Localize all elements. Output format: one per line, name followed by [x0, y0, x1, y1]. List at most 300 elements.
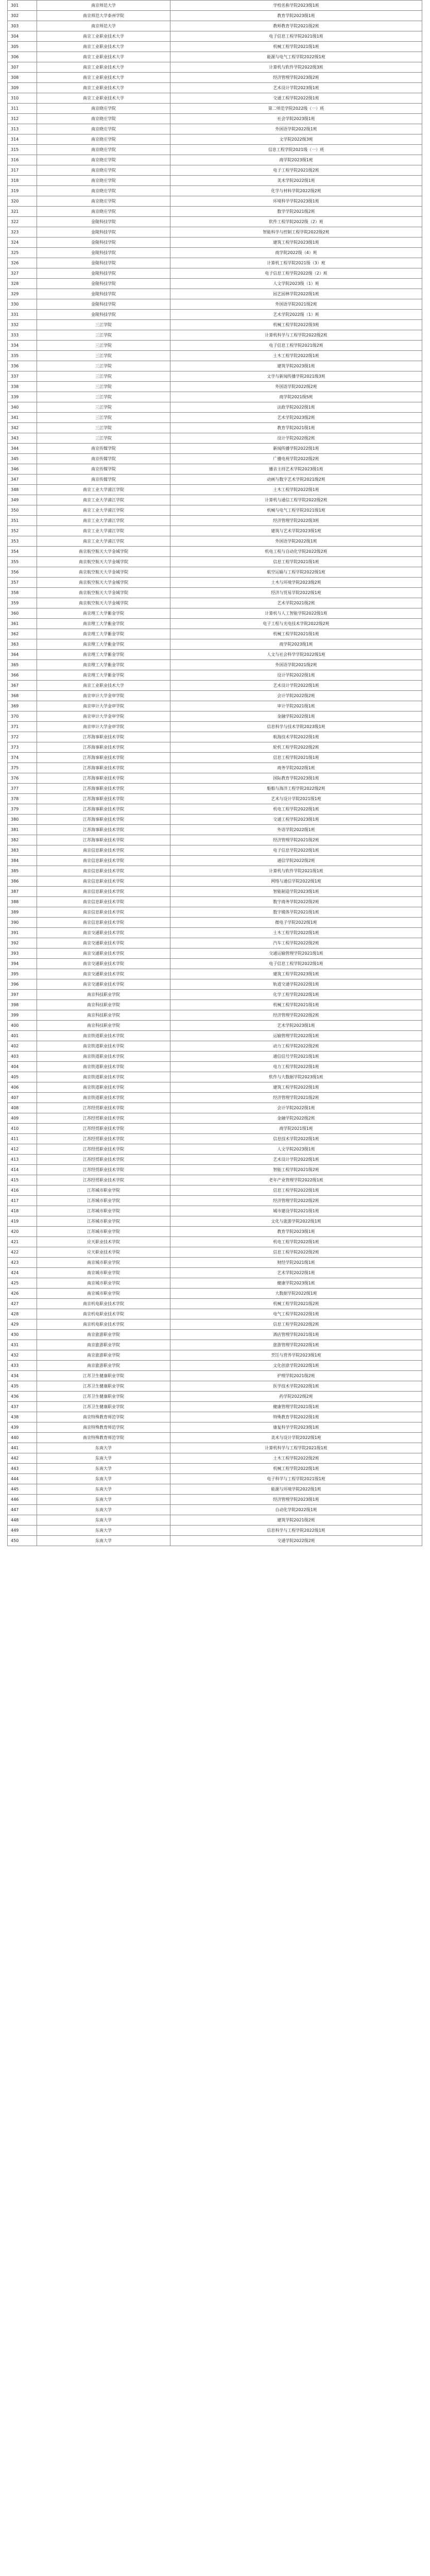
- table-row: [8, 825, 422, 835]
- school-name-cell: 三江学院: [37, 371, 170, 382]
- class-name-cell: 酒店管理学院2021级1班: [170, 1330, 422, 1340]
- class-name-cell: 信息工程学院2022级1班: [170, 1185, 422, 1196]
- table-row: [8, 1196, 422, 1206]
- table-row: [8, 11, 422, 21]
- row-number-cell: 305: [8, 42, 37, 52]
- row-number-cell: 360: [8, 608, 37, 619]
- row-number-cell: 390: [8, 918, 37, 928]
- row-number-cell: 320: [8, 196, 37, 207]
- table-row: [8, 815, 422, 825]
- table-row: [8, 1392, 422, 1402]
- class-name-cell: 商学院2021级1班: [170, 1124, 422, 1134]
- school-name-cell: 南京铁道职业技术学院: [37, 1093, 170, 1103]
- class-name-cell: 信息科学与技术学院2023级1班: [170, 722, 422, 732]
- table-row: [8, 907, 422, 918]
- table-row: [8, 310, 422, 320]
- table-row: [8, 1371, 422, 1381]
- school-name-cell: 南京铁道职业技术学院: [37, 1072, 170, 1082]
- table-row: [8, 1350, 422, 1361]
- class-name-cell: 特殊教育学院2022级1班: [170, 1412, 422, 1422]
- school-name-cell: 南京工业职业技术大学: [37, 42, 170, 52]
- class-name-cell: 计算机与人工智能学院2022级1班: [170, 608, 422, 619]
- class-name-cell: 医学技术学院2022级1班: [170, 1381, 422, 1392]
- school-name-cell: 南京传媒学院: [37, 464, 170, 474]
- class-name-cell: 电气工程学院2022级1班: [170, 1309, 422, 1319]
- table-row: [8, 856, 422, 866]
- school-name-cell: 南京信息职业技术学院: [37, 845, 170, 856]
- row-number-cell: 375: [8, 763, 37, 773]
- class-name-cell: 动力工程学院2022级2班: [170, 1041, 422, 1052]
- class-name-cell: 艺术设计学院2022级1班: [170, 681, 422, 691]
- class-name-cell: 经济管理学院2021级2班: [170, 835, 422, 845]
- class-name-cell: 健康管理学院2021级1班: [170, 1402, 422, 1412]
- school-name-cell: 南京审计大学金审学院: [37, 691, 170, 701]
- class-name-cell: 建筑工程学院2023级1班: [170, 238, 422, 248]
- class-name-cell: 播音主持艺术学院2023级1班: [170, 464, 422, 474]
- school-name-cell: 东南大学: [37, 1464, 170, 1474]
- table-row: [8, 93, 422, 104]
- table-row: [8, 1062, 422, 1072]
- row-number-cell: 343: [8, 433, 37, 444]
- table-row: [8, 1134, 422, 1144]
- table-row: [8, 485, 422, 495]
- school-name-cell: 南京传媒学院: [37, 454, 170, 464]
- class-name-cell: 运输管理学院2022级1班: [170, 1031, 422, 1041]
- row-number-cell: 378: [8, 794, 37, 804]
- row-number-cell: 399: [8, 1010, 37, 1021]
- class-name-cell: 外语学院2022级1班: [170, 825, 422, 835]
- row-number-cell: 384: [8, 856, 37, 866]
- table-row: [8, 1175, 422, 1185]
- school-name-cell: 南京信息职业技术学院: [37, 876, 170, 887]
- school-name-cell: 南京晓庄学院: [37, 186, 170, 196]
- school-name-cell: 江苏卫生健康职业学院: [37, 1371, 170, 1381]
- row-number-cell: 427: [8, 1299, 37, 1309]
- school-name-cell: 应天职业技术学院: [37, 1247, 170, 1258]
- school-name-cell: 南京航空航天大学金城学院: [37, 547, 170, 557]
- row-number-cell: 356: [8, 567, 37, 578]
- row-number-cell: 403: [8, 1052, 37, 1062]
- table-row: [8, 711, 422, 722]
- table-row: [8, 835, 422, 845]
- school-name-cell: 南京机电职业技术学院: [37, 1309, 170, 1319]
- table-row: [8, 73, 422, 83]
- class-name-cell: 信息技术学院2022级1班: [170, 1134, 422, 1144]
- school-name-cell: 南京航空航天大学金城学院: [37, 578, 170, 588]
- class-name-cell: 机械工程学院2021级1班: [170, 42, 422, 52]
- row-number-cell: 419: [8, 1216, 37, 1227]
- table-row: [8, 990, 422, 1000]
- class-name-cell: 土木工程学院2022级1班: [170, 928, 422, 938]
- table-row: [8, 1258, 422, 1268]
- row-number-cell: 420: [8, 1227, 37, 1237]
- class-name-cell: 网络与通信学院2022级1班: [170, 876, 422, 887]
- table-row: [8, 1330, 422, 1340]
- row-number-cell: 303: [8, 21, 37, 31]
- table-row: [8, 536, 422, 547]
- school-name-cell: 南京交通职业技术学院: [37, 928, 170, 938]
- table-row: [8, 691, 422, 701]
- row-number-cell: 370: [8, 711, 37, 722]
- row-number-cell: 328: [8, 279, 37, 289]
- row-number-cell: 363: [8, 639, 37, 650]
- row-number-cell: 442: [8, 1453, 37, 1464]
- row-number-cell: 382: [8, 835, 37, 845]
- table-row: [8, 608, 422, 619]
- table-row: [8, 1340, 422, 1350]
- table-row: [8, 773, 422, 784]
- table-row: [8, 1412, 422, 1422]
- table-row: [8, 897, 422, 907]
- table-row: [8, 423, 422, 433]
- school-name-cell: 南京航空航天大学金城学院: [37, 567, 170, 578]
- school-name-cell: 江苏城市职业学院: [37, 1216, 170, 1227]
- school-name-cell: 南京理工大学紫金学院: [37, 619, 170, 629]
- row-number-cell: 327: [8, 268, 37, 279]
- table-row: [8, 887, 422, 897]
- row-number-cell: 330: [8, 299, 37, 310]
- table-row: [8, 320, 422, 330]
- table-row: [8, 1309, 422, 1319]
- row-number-cell: 321: [8, 207, 37, 217]
- school-name-cell: 南京工业大学浦江学院: [37, 526, 170, 536]
- row-number-cell: 439: [8, 1422, 37, 1433]
- row-number-cell: 404: [8, 1062, 37, 1072]
- class-name-cell: 机电工程与自动化学院2022级2班: [170, 547, 422, 557]
- table-row: [8, 227, 422, 238]
- row-number-cell: 416: [8, 1185, 37, 1196]
- school-name-cell: 江苏海事职业技术学院: [37, 773, 170, 784]
- table-row: [8, 1536, 422, 1546]
- table-row: [8, 845, 422, 856]
- table-row: [8, 279, 422, 289]
- school-name-cell: 南京科技职业学院: [37, 990, 170, 1000]
- school-name-cell: 南京工业大学浦江学院: [37, 516, 170, 526]
- table-row: [8, 1422, 422, 1433]
- school-name-cell: 南京信息职业技术学院: [37, 856, 170, 866]
- school-name-cell: 江苏城市职业学院: [37, 1185, 170, 1196]
- class-name-cell: 数字商务学院2022级2班: [170, 897, 422, 907]
- table-row: [8, 567, 422, 578]
- school-name-cell: 南京师范大学: [37, 21, 170, 31]
- class-name-cell: 艺术学院2023级2班: [170, 413, 422, 423]
- table-row: [8, 238, 422, 248]
- table-row: [8, 207, 422, 217]
- row-number-cell: 315: [8, 145, 37, 155]
- school-name-cell: 南京工业职业技术大学: [37, 73, 170, 83]
- row-number-cell: 428: [8, 1309, 37, 1319]
- table-row: [8, 1165, 422, 1175]
- class-name-cell: 大数据学院2022级1班: [170, 1289, 422, 1299]
- row-number-cell: 318: [8, 176, 37, 186]
- row-number-cell: 430: [8, 1330, 37, 1340]
- class-name-cell: 城市建设学院2021级1班: [170, 1206, 422, 1216]
- class-name-cell: 建筑与艺术学院2023级1班: [170, 526, 422, 536]
- row-number-cell: 347: [8, 474, 37, 485]
- table-row: [8, 1082, 422, 1093]
- table-row: [8, 1515, 422, 1526]
- row-number-cell: 334: [8, 341, 37, 351]
- row-number-cell: 301: [8, 1, 37, 11]
- table-row: [8, 598, 422, 608]
- row-number-cell: 412: [8, 1144, 37, 1155]
- school-name-cell: 南京工业职业技术大学: [37, 62, 170, 73]
- row-number-cell: 374: [8, 753, 37, 763]
- row-number-cell: 351: [8, 516, 37, 526]
- table-row: [8, 124, 422, 134]
- table-row: [8, 114, 422, 124]
- row-number-cell: 394: [8, 959, 37, 969]
- row-number-cell: 308: [8, 73, 37, 83]
- table-row: [8, 454, 422, 464]
- class-name-cell: 汽车工程学院2022级2班: [170, 938, 422, 948]
- class-name-cell: 艺术学院2023级1班: [170, 1021, 422, 1031]
- school-name-cell: 金陵科技学院: [37, 310, 170, 320]
- class-name-cell: 信息工程学院2022级2班: [170, 1319, 422, 1330]
- table-row: [8, 1041, 422, 1052]
- table-row: [8, 1124, 422, 1134]
- school-name-cell: 江苏卫生健康职业学院: [37, 1381, 170, 1392]
- class-name-cell: 能源与电气工程学院2022级1班: [170, 52, 422, 62]
- row-number-cell: 369: [8, 701, 37, 711]
- school-name-cell: 南京传媒学院: [37, 474, 170, 485]
- row-number-cell: 437: [8, 1402, 37, 1412]
- class-name-cell: 经济管理学院2023级2班: [170, 73, 422, 83]
- table-row: [8, 1206, 422, 1216]
- row-number-cell: 309: [8, 83, 37, 93]
- school-name-cell: 南京机电职业技术学院: [37, 1319, 170, 1330]
- row-number-cell: 339: [8, 392, 37, 402]
- school-name-cell: 江苏经贸职业技术学院: [37, 1155, 170, 1165]
- table-row: [8, 959, 422, 969]
- school-name-cell: 东南大学: [37, 1536, 170, 1546]
- class-name-cell: 人文学院2023级（1）班: [170, 279, 422, 289]
- school-name-cell: 江苏经贸职业技术学院: [37, 1134, 170, 1144]
- row-number-cell: 364: [8, 650, 37, 660]
- class-name-cell: 金融学院2022级1班: [170, 711, 422, 722]
- class-name-cell: 信息科学与工程学院2022级1班: [170, 1526, 422, 1536]
- class-name-cell: 电子工程与光电技术学院2022级2班: [170, 619, 422, 629]
- row-number-cell: 435: [8, 1381, 37, 1392]
- class-name-cell: 土木与环境学院2023级2班: [170, 578, 422, 588]
- row-number-cell: 314: [8, 134, 37, 145]
- school-name-cell: 南京师范大学: [37, 1, 170, 11]
- school-name-cell: 东南大学: [37, 1515, 170, 1526]
- class-name-cell: 艺术学院2021级2班: [170, 598, 422, 608]
- table-row: [8, 341, 422, 351]
- class-name-cell: 航空运输与工程学院2022级1班: [170, 567, 422, 578]
- class-name-cell: 机电工程学院2022级1班: [170, 804, 422, 815]
- row-number-cell: 448: [8, 1515, 37, 1526]
- table-row: [8, 732, 422, 742]
- school-name-cell: 南京旅游职业学院: [37, 1350, 170, 1361]
- class-name-cell: 老年产业管理学院2022级1班: [170, 1175, 422, 1185]
- class-name-cell: 教育学院2021级1班: [170, 423, 422, 433]
- class-name-cell: 计算机科学与工程学院2022级2班: [170, 330, 422, 341]
- class-name-cell: 人文学院2023级1班: [170, 1144, 422, 1155]
- class-name-cell: 旅游管理学院2022级1班: [170, 1340, 422, 1350]
- class-name-cell: 电子信息工程学院2022级（2）班: [170, 268, 422, 279]
- school-name-cell: 金陵科技学院: [37, 289, 170, 299]
- row-number-cell: 392: [8, 938, 37, 948]
- table-row: [8, 134, 422, 145]
- class-name-cell: 建筑工程学院2022级1班: [170, 1082, 422, 1093]
- school-name-cell: 金陵科技学院: [37, 217, 170, 227]
- school-name-cell: 江苏城市职业学院: [37, 1196, 170, 1206]
- class-name-cell: 文化与旅游学院2022级1班: [170, 1216, 422, 1227]
- row-number-cell: 446: [8, 1495, 37, 1505]
- school-name-cell: 南京理工大学紫金学院: [37, 608, 170, 619]
- school-name-cell: 三江学院: [37, 330, 170, 341]
- school-name-cell: 南京科技职业学院: [37, 1021, 170, 1031]
- table-row: [8, 722, 422, 732]
- class-name-cell: 电子信息工程学院2021级2班: [170, 341, 422, 351]
- class-name-cell: 机械与电气工程学院2021级1班: [170, 505, 422, 516]
- class-name-cell: 健康学院2023级1班: [170, 1278, 422, 1289]
- school-name-cell: 南京工业职业技术大学: [37, 31, 170, 42]
- table-row: [8, 938, 422, 948]
- class-name-cell: 智能工程学院2021级2班: [170, 1165, 422, 1175]
- row-number-cell: 389: [8, 907, 37, 918]
- class-name-cell: 动画与数字艺术学院2021级2班: [170, 474, 422, 485]
- class-name-cell: 经济管理学院2022级2班: [170, 1196, 422, 1206]
- school-name-cell: 南京航空航天大学金城学院: [37, 588, 170, 598]
- table-row: [8, 701, 422, 711]
- row-number-cell: 325: [8, 248, 37, 258]
- school-name-cell: 东南大学: [37, 1474, 170, 1484]
- table-row: [8, 1072, 422, 1082]
- table-row: [8, 392, 422, 402]
- school-name-cell: 南京特殊教育师范学院: [37, 1433, 170, 1443]
- class-name-cell: 土木工程学院2022级1班: [170, 351, 422, 361]
- school-name-cell: 南京晓庄学院: [37, 114, 170, 124]
- class-name-cell: 电子信息学院2022级1班: [170, 845, 422, 856]
- school-name-cell: 江苏海事职业技术学院: [37, 763, 170, 773]
- school-name-cell: 南京晓庄学院: [37, 196, 170, 207]
- row-number-cell: 357: [8, 578, 37, 588]
- class-name-cell: 会计学院2022级2班: [170, 691, 422, 701]
- row-number-cell: 332: [8, 320, 37, 330]
- school-name-cell: 南京交通职业技术学院: [37, 959, 170, 969]
- class-name-cell: 信息工程学院2021级1班: [170, 753, 422, 763]
- class-name-cell: 机械工程学院2021级1班: [170, 629, 422, 639]
- class-name-cell: 电力工程学院2022级1班: [170, 1062, 422, 1072]
- table-row: [8, 804, 422, 815]
- school-name-cell: 江苏海事职业技术学院: [37, 753, 170, 763]
- school-name-cell: 南京城市职业学院: [37, 1278, 170, 1289]
- table-row: [8, 1052, 422, 1062]
- school-name-cell: 东南大学: [37, 1526, 170, 1536]
- class-name-cell: 教育学院2023级1班: [170, 11, 422, 21]
- class-name-cell: 计算机与软件学院2021级1班: [170, 866, 422, 876]
- class-name-cell: 化学与材料学院2022级2班: [170, 186, 422, 196]
- row-number-cell: 421: [8, 1237, 37, 1247]
- class-name-cell: 软件与大数据学院2023级1班: [170, 1072, 422, 1082]
- table-row: [8, 1484, 422, 1495]
- table-row: [8, 62, 422, 73]
- row-number-cell: 302: [8, 11, 37, 21]
- row-number-cell: 400: [8, 1021, 37, 1031]
- school-name-cell: 南京铁道职业技术学院: [37, 1041, 170, 1052]
- school-name-cell: 南京交通职业技术学院: [37, 948, 170, 959]
- school-name-cell: 南京晓庄学院: [37, 124, 170, 134]
- school-name-cell: 南京航空航天大学金城学院: [37, 598, 170, 608]
- class-name-cell: 软件工程学院2022级（2）班: [170, 217, 422, 227]
- table-row: [8, 784, 422, 794]
- row-number-cell: 397: [8, 990, 37, 1000]
- class-name-cell: 建筑工程学院2023级1班: [170, 969, 422, 979]
- row-number-cell: 386: [8, 876, 37, 887]
- school-name-cell: 南京航空航天大学金城学院: [37, 557, 170, 567]
- school-name-cell: 南京晓庄学院: [37, 207, 170, 217]
- table-row: [8, 1000, 422, 1010]
- table-row: [8, 145, 422, 155]
- school-name-cell: 三江学院: [37, 361, 170, 371]
- row-number-cell: 340: [8, 402, 37, 413]
- table-row: [8, 1144, 422, 1155]
- row-number-cell: 445: [8, 1484, 37, 1495]
- table-row: [8, 629, 422, 639]
- table-row: [8, 1247, 422, 1258]
- row-number-cell: 317: [8, 165, 37, 176]
- row-number-cell: 361: [8, 619, 37, 629]
- school-name-cell: 南京信息职业技术学院: [37, 897, 170, 907]
- class-name-cell: 轮机工程学院2022级2班: [170, 742, 422, 753]
- row-number-cell: 436: [8, 1392, 37, 1402]
- class-name-cell: 机械工程学院2022级1班: [170, 1464, 422, 1474]
- table-row: [8, 42, 422, 52]
- row-number-cell: 424: [8, 1268, 37, 1278]
- row-number-cell: 411: [8, 1134, 37, 1144]
- school-name-cell: 南京晓庄学院: [37, 145, 170, 155]
- class-name-cell: 园艺园林学院2022级1班: [170, 289, 422, 299]
- class-name-cell: 环境科学学院2023级1班: [170, 196, 422, 207]
- row-number-cell: 358: [8, 588, 37, 598]
- school-name-cell: 金陵科技学院: [37, 238, 170, 248]
- row-number-cell: 383: [8, 845, 37, 856]
- table-row: [8, 526, 422, 536]
- school-name-cell: 江苏经贸职业技术学院: [37, 1165, 170, 1175]
- row-number-cell: 348: [8, 485, 37, 495]
- school-name-cell: 应天职业技术学院: [37, 1237, 170, 1247]
- school-name-cell: 三江学院: [37, 320, 170, 330]
- school-name-cell: 东南大学: [37, 1505, 170, 1515]
- row-number-cell: 313: [8, 124, 37, 134]
- class-name-cell: 外国语学院2022级2班: [170, 382, 422, 392]
- row-number-cell: 367: [8, 681, 37, 691]
- row-number-cell: 401: [8, 1031, 37, 1041]
- class-name-cell: 化学工程学院2022级1班: [170, 990, 422, 1000]
- school-name-cell: 江苏经贸职业技术学院: [37, 1175, 170, 1185]
- class-name-cell: 商务学院2022级1班: [170, 763, 422, 773]
- row-number-cell: 338: [8, 382, 37, 392]
- school-name-cell: 南京信息职业技术学院: [37, 907, 170, 918]
- table-row: [8, 1216, 422, 1227]
- table-row: [8, 186, 422, 196]
- class-name-cell: 人文与社会科学学院2022级1班: [170, 650, 422, 660]
- school-name-cell: 江苏经贸职业技术学院: [37, 1113, 170, 1124]
- row-number-cell: 431: [8, 1340, 37, 1350]
- class-name-cell: 数学学院2021级2班: [170, 207, 422, 217]
- table-row: [8, 1237, 422, 1247]
- table-row: [8, 876, 422, 887]
- school-name-cell: 南京交通职业技术学院: [37, 969, 170, 979]
- table-row: [8, 1103, 422, 1113]
- row-number-cell: 388: [8, 897, 37, 907]
- class-name-cell: 艺术学院2022级1班: [170, 1268, 422, 1278]
- table-row: [8, 578, 422, 588]
- row-number-cell: 450: [8, 1536, 37, 1546]
